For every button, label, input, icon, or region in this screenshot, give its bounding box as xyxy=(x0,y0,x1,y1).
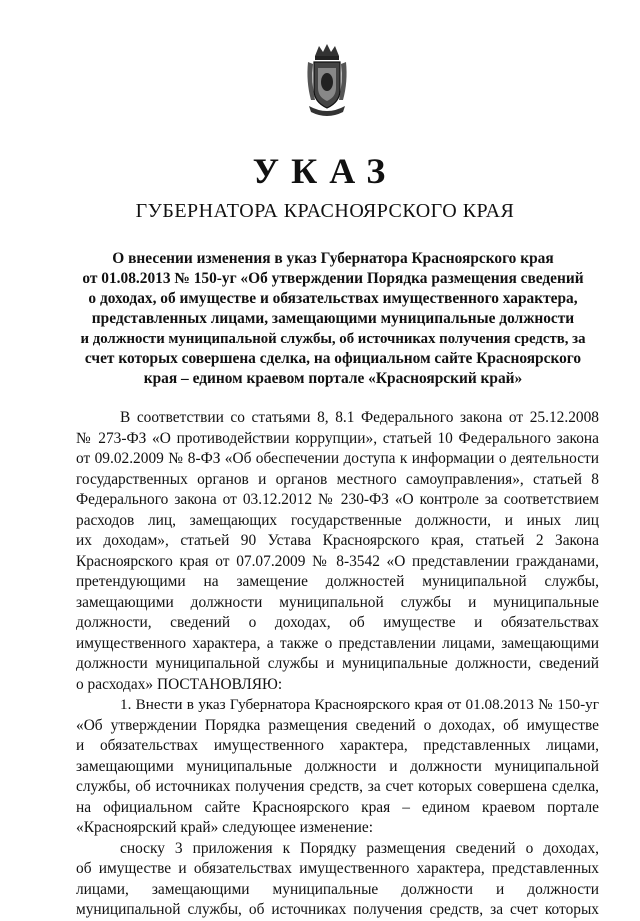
body-line: расходов лиц, замещающих государственные должности, и иных лиц xyxy=(76,511,599,529)
body-line: сноску 3 приложения к Порядку размещения сведений о доходах, xyxy=(120,839,599,857)
subject-line: О внесении изменения в указ Губернатора Красноярского края xyxy=(112,250,554,267)
body-line: «Красноярский край» следующее изменение: xyxy=(76,819,373,836)
subject-line: и должности муниципальной службы, об источниках получения средств, за xyxy=(80,331,586,347)
body-line: Красноярского края от 07.07.2009 № 8-3542 «О представлении гражданами, xyxy=(76,552,599,570)
issuer-heading: ГУБЕРНАТОРА КРАСНОЯРСКОГО КРАЯ xyxy=(135,200,515,222)
subject-line: представленных лицами, замещающими муниципальные должности xyxy=(91,310,575,327)
document-title: УКАЗ xyxy=(252,151,398,191)
body-line: имущественного характера, а также о представлении лицами, замещающими xyxy=(76,634,599,652)
body-line: претендующими на замещение должностей муниципальной службы, xyxy=(76,573,599,590)
body-line: должности муниципальной службы и муниципальные должности, сведений xyxy=(76,655,599,672)
body-line: «Об утверждении Порядка размещения сведений о доходах, об имуществе xyxy=(76,716,599,734)
body-line: их доходам», статьей 90 Устава Красноярского края, статьей 2 Закона xyxy=(76,532,599,549)
decree-subject xyxy=(78,249,588,389)
body-line: государственных органов и органов местного самоуправления», статьей 8 xyxy=(76,470,599,488)
subject-line: края – едином краевом портале «Красноярский край» xyxy=(143,370,523,387)
coat-of-arms-emblem xyxy=(305,42,349,120)
body-line: замещающими должности муниципальной службы и муниципальные xyxy=(76,593,599,611)
subject-line: от 01.08.2013 № 150-уг «Об утверждении Порядка размещения сведений xyxy=(82,270,584,287)
body-line: на официальном сайте Красноярского края – едином краевом портале xyxy=(76,798,599,816)
body-line: 1. Внести в указ Губернатора Красноярского края от 01.08.2013 № 150-уг xyxy=(120,696,599,713)
subject-line: счет которых совершена сделка, на официальном сайте Красноярского xyxy=(84,350,582,367)
body-line: и обязательствах имущественного характера, представленных лицами, xyxy=(76,737,599,754)
subject-line: о доходах, об имуществе и обязательствах имущественного характера, xyxy=(88,290,578,307)
body-line: В соответствии со статьями 8, 8.1 Федерального закона от 25.12.2008 xyxy=(120,409,599,426)
body-line: от 09.02.2009 № 8-ФЗ «Об обеспечении доступа к информации о деятельности xyxy=(76,450,599,467)
body-line: должности, сведений о доходах, об имуществе и обязательствах xyxy=(76,614,599,631)
body-line: о расходах» ПОСТАНОВЛЯЮ: xyxy=(76,675,283,693)
body-line: муниципальной службы, об источниках получения средств, за счет которых xyxy=(76,901,599,918)
decree-body xyxy=(76,408,599,921)
body-line: лицами, замещающими муниципальные должности и должности xyxy=(76,880,599,898)
body-line: замещающими муниципальные должности и должности муниципальной xyxy=(76,757,599,775)
body-line: № 273-ФЗ «О противодействии коррупции», статьей 10 Федерального закона xyxy=(76,429,599,447)
body-line: службы, об источниках получения средств, за счет которых совершена сделка, xyxy=(76,778,599,795)
body-line: Федерального закона от 03.12.2012 № 230-ФЗ «О контроле за соответствием xyxy=(76,491,599,508)
body-line: об имуществе и обязательствах имущественного характера, представленных xyxy=(76,860,599,877)
